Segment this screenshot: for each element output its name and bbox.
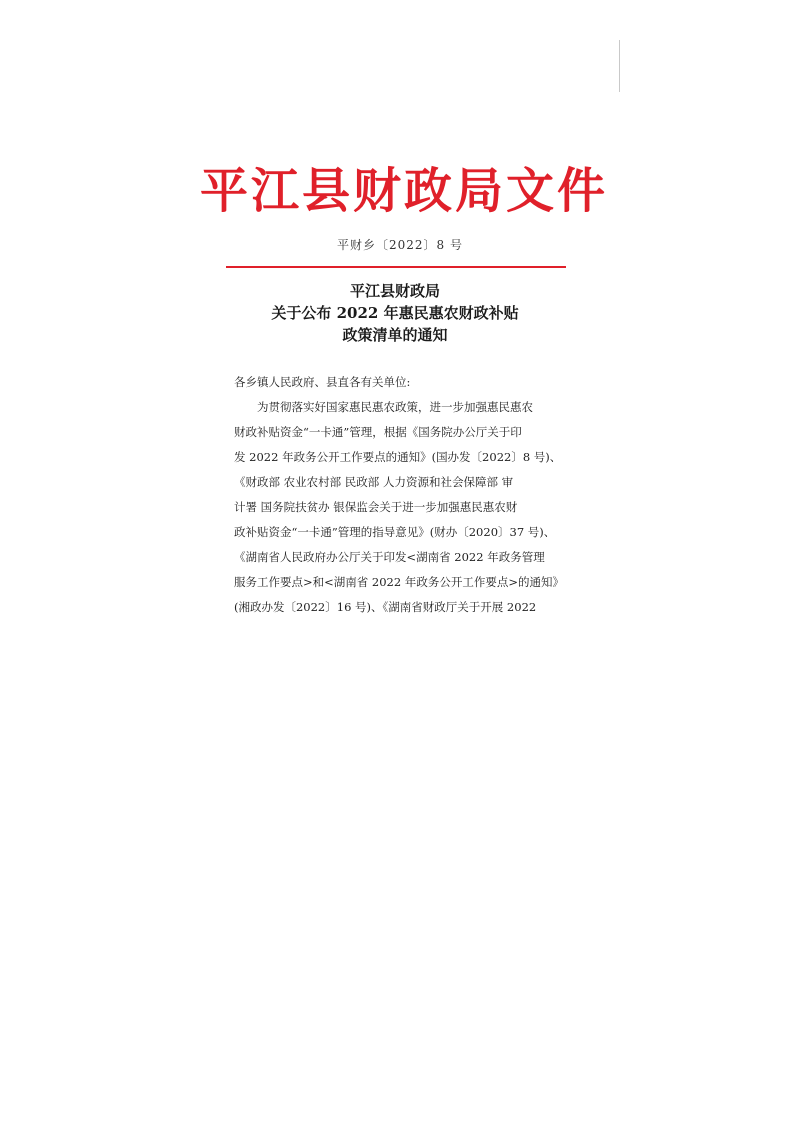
- paragraph-line: 《湖南省人民政府办公厅关于印发<湖南省 2022 年政务管理: [234, 550, 545, 564]
- notice-title-line-2: 关于公布 2022 年惠民惠农财政补贴: [271, 304, 519, 322]
- salutation: 各乡镇人民政府、县直各有关单位:: [234, 375, 411, 389]
- paragraph-line: 发 2022 年政务公开工作要点的通知》(国办发〔2022〕8 号)、: [234, 450, 562, 464]
- scan-edge-line: [619, 40, 620, 92]
- paragraph-line: 计署 国务院扶贫办 银保监会关于进一步加强惠民惠农财: [234, 500, 518, 514]
- notice-title: [220, 280, 570, 346]
- paragraph-line: 为贯彻落实好国家惠民惠农政策，进一步加强惠民惠农: [257, 400, 533, 414]
- paragraph-line: (湘政办发〔2022〕16 号)、《湖南省财政厅关于开展 2022: [234, 600, 537, 614]
- paragraph-line: 财政补贴资金“一卡通”管理，根据《国务院办公厅关于印: [234, 425, 522, 439]
- paragraph-line: 政补贴资金“一卡通”管理的指导意见》(财办〔2020〕37 号)、: [234, 525, 556, 539]
- notice-body: [234, 370, 564, 620]
- red-divider-line: [226, 266, 566, 268]
- paragraph-line: 《财政部 农业农村部 民政部 人力资源和社会保障部 审: [234, 475, 514, 489]
- document-number: 平财乡〔2022〕8 号: [337, 238, 463, 252]
- document-header-title: 平江县财政局文件: [200, 163, 609, 219]
- notice-title-line-1: 平江县财政局: [349, 282, 440, 300]
- notice-title-line-3: 政策清单的通知: [342, 326, 448, 344]
- paragraph-line: 服务工作要点>和<湖南省 2022 年政务公开工作要点>的通知》: [234, 575, 564, 589]
